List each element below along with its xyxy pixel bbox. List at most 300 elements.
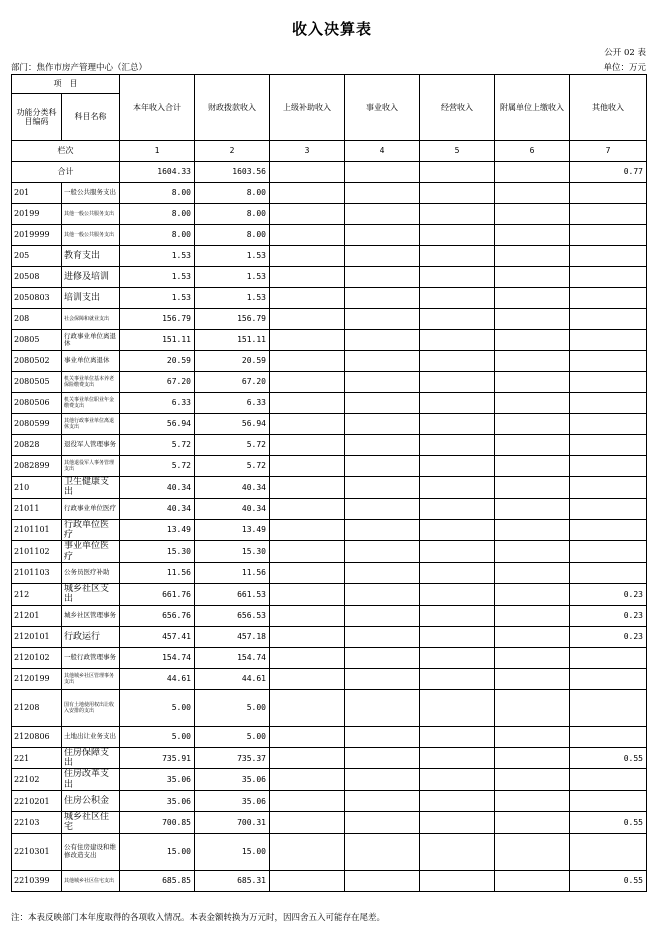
other-cell bbox=[570, 372, 647, 393]
total-cell: 1.53 bbox=[120, 288, 195, 309]
total-cell: 11.56 bbox=[120, 563, 195, 584]
superior-cell bbox=[270, 833, 345, 870]
business-cell bbox=[345, 267, 420, 288]
subject-name-cell: 其他城乡社区住宅支出 bbox=[62, 870, 120, 891]
operating-cell bbox=[420, 225, 495, 246]
other-cell: 0.55 bbox=[570, 747, 647, 769]
other-cell bbox=[570, 435, 647, 456]
other-cell bbox=[570, 498, 647, 519]
subject-name-cell: 机关事业单位职业年金缴费支出 bbox=[62, 393, 120, 414]
table-row bbox=[12, 498, 647, 519]
table-row bbox=[12, 812, 647, 834]
fiscal-cell: 151.11 bbox=[195, 330, 270, 351]
func-code-cell: 2120806 bbox=[12, 726, 62, 747]
footnote: 注：本表反映部门本年度取得的各项收入情况。本表金额转换为万元时，因四舍五入可能存在尾差。 bbox=[11, 913, 386, 923]
fiscal-cell: 685.31 bbox=[195, 870, 270, 891]
superior-cell bbox=[270, 584, 345, 606]
superior-header: 上级补助收入 bbox=[270, 75, 345, 141]
fiscal-cell: 20.59 bbox=[195, 351, 270, 372]
total-cell: 661.76 bbox=[120, 584, 195, 606]
affiliated-cell bbox=[495, 456, 570, 477]
total-cell: 20.59 bbox=[120, 351, 195, 372]
superior-cell bbox=[270, 225, 345, 246]
total-cell: 40.34 bbox=[120, 477, 195, 499]
total-cell: 154.74 bbox=[120, 647, 195, 668]
operating-cell bbox=[420, 414, 495, 435]
col-num: 6 bbox=[495, 141, 570, 162]
business-cell bbox=[345, 668, 420, 689]
func-code-cell: 2120102 bbox=[12, 647, 62, 668]
other-cell bbox=[570, 309, 647, 330]
fiscal-cell: 1.53 bbox=[195, 246, 270, 267]
subject-name-cell: 行政运行 bbox=[62, 626, 120, 647]
fiscal-cell: 6.33 bbox=[195, 393, 270, 414]
total-cell: 1.53 bbox=[120, 246, 195, 267]
total-cell: 1.53 bbox=[120, 267, 195, 288]
operating-cell bbox=[420, 330, 495, 351]
business-cell bbox=[345, 791, 420, 812]
func-code-cell: 20508 bbox=[12, 267, 62, 288]
col-num: 5 bbox=[420, 141, 495, 162]
func-code-cell: 2210201 bbox=[12, 791, 62, 812]
total-cell: 685.85 bbox=[120, 870, 195, 891]
superior-cell bbox=[270, 288, 345, 309]
other-header: 其他收入 bbox=[570, 75, 647, 141]
superior-cell bbox=[270, 747, 345, 769]
func-code-cell: 210 bbox=[12, 477, 62, 499]
fiscal-cell: 5.72 bbox=[195, 456, 270, 477]
table-row bbox=[12, 647, 647, 668]
table-row bbox=[12, 519, 647, 541]
total-cell: 5.72 bbox=[120, 435, 195, 456]
subject-name-cell: 进修及培训 bbox=[62, 267, 120, 288]
affiliated-cell bbox=[495, 605, 570, 626]
col-num: 2 bbox=[195, 141, 270, 162]
other-cell bbox=[570, 393, 647, 414]
fiscal-cell: 1.53 bbox=[195, 288, 270, 309]
col-num: 3 bbox=[270, 141, 345, 162]
superior-cell bbox=[270, 351, 345, 372]
income-table bbox=[11, 74, 647, 892]
affiliated-cell bbox=[495, 541, 570, 563]
affiliated-header: 附属单位上缴收入 bbox=[495, 75, 570, 141]
total-cell: 15.30 bbox=[120, 541, 195, 563]
total-cell: 56.94 bbox=[120, 414, 195, 435]
business-cell bbox=[345, 833, 420, 870]
fiscal-cell: 700.31 bbox=[195, 812, 270, 834]
operating-cell bbox=[420, 541, 495, 563]
fiscal-cell: 1.53 bbox=[195, 267, 270, 288]
row-label-header: 栏次 bbox=[12, 141, 120, 162]
fiscal-cell: 11.56 bbox=[195, 563, 270, 584]
other-cell bbox=[570, 204, 647, 225]
func-code-cell: 2080599 bbox=[12, 414, 62, 435]
operating-cell bbox=[420, 870, 495, 891]
superior-cell bbox=[270, 435, 345, 456]
other-cell bbox=[570, 769, 647, 791]
fiscal-cell: 35.06 bbox=[195, 791, 270, 812]
other-cell: 0.55 bbox=[570, 812, 647, 834]
func-code-cell: 205 bbox=[12, 246, 62, 267]
other-cell bbox=[570, 689, 647, 726]
subject-name-cell: 事业单位医疗 bbox=[62, 541, 120, 563]
affiliated-cell bbox=[495, 498, 570, 519]
operating-cell bbox=[420, 393, 495, 414]
affiliated-cell bbox=[495, 330, 570, 351]
operating-cell bbox=[420, 498, 495, 519]
affiliated-cell bbox=[495, 812, 570, 834]
subject-name-cell: 卫生健康支出 bbox=[62, 477, 120, 499]
business-cell bbox=[345, 414, 420, 435]
affiliated-cell bbox=[495, 689, 570, 726]
other-cell bbox=[570, 541, 647, 563]
subject-name-cell: 其他退役军人事务管理支出 bbox=[62, 456, 120, 477]
business-cell bbox=[345, 225, 420, 246]
subject-name-cell: 其他行政事业单位离退休支出 bbox=[62, 414, 120, 435]
total-row bbox=[12, 162, 647, 183]
other-cell bbox=[570, 351, 647, 372]
func-code-cell: 2101103 bbox=[12, 563, 62, 584]
superior-cell bbox=[270, 689, 345, 726]
business-cell bbox=[345, 246, 420, 267]
subject-name-cell: 一般公共服务支出 bbox=[62, 183, 120, 204]
fiscal-cell: 13.49 bbox=[195, 519, 270, 541]
total-cell: 151.11 bbox=[120, 330, 195, 351]
business-cell bbox=[345, 626, 420, 647]
table-row bbox=[12, 225, 647, 246]
business-cell bbox=[345, 519, 420, 541]
func-code-cell: 20199 bbox=[12, 204, 62, 225]
business-cell bbox=[345, 372, 420, 393]
superior-cell bbox=[270, 626, 345, 647]
other-cell bbox=[570, 477, 647, 499]
fiscal-cell: 5.00 bbox=[195, 726, 270, 747]
affiliated-cell bbox=[495, 769, 570, 791]
operating-cell bbox=[420, 833, 495, 870]
operating-cell bbox=[420, 769, 495, 791]
table-row bbox=[12, 183, 647, 204]
subject-name-cell: 住房改革支出 bbox=[62, 769, 120, 791]
operating-cell bbox=[420, 689, 495, 726]
other-cell bbox=[570, 414, 647, 435]
affiliated-cell bbox=[495, 519, 570, 541]
table-row bbox=[12, 330, 647, 351]
col-num: 1 bbox=[120, 141, 195, 162]
operating-header: 经营收入 bbox=[420, 75, 495, 141]
affiliated-cell bbox=[495, 477, 570, 499]
subject-name-cell: 行政单位医疗 bbox=[62, 519, 120, 541]
affiliated-cell bbox=[495, 584, 570, 606]
total-cell: 5.00 bbox=[120, 689, 195, 726]
superior-cell bbox=[270, 498, 345, 519]
subject-name-cell: 一般行政管理事务 bbox=[62, 647, 120, 668]
fiscal-cell: 656.53 bbox=[195, 605, 270, 626]
subject-name-cell: 住房公积金 bbox=[62, 791, 120, 812]
superior-cell bbox=[270, 183, 345, 204]
subject-name-cell: 国有土地使用权出让收入安排的支出 bbox=[62, 689, 120, 726]
func-code-cell: 2210399 bbox=[12, 870, 62, 891]
operating-cell bbox=[420, 747, 495, 769]
table-row bbox=[12, 477, 647, 499]
operating-cell bbox=[420, 812, 495, 834]
total-cell: 44.61 bbox=[120, 668, 195, 689]
operating-cell bbox=[420, 435, 495, 456]
department-label: 部门：焦作市房产管理中心（汇总） bbox=[11, 63, 148, 73]
affiliated-cell bbox=[495, 393, 570, 414]
fiscal-cell: 15.00 bbox=[195, 833, 270, 870]
total-cell: 35.06 bbox=[120, 769, 195, 791]
table-row bbox=[12, 870, 647, 891]
affiliated-cell bbox=[495, 183, 570, 204]
subject-name-cell: 教育支出 bbox=[62, 246, 120, 267]
affiliated-cell bbox=[495, 246, 570, 267]
table-row bbox=[12, 414, 647, 435]
affiliated-cell bbox=[495, 414, 570, 435]
business-cell bbox=[345, 204, 420, 225]
operating-cell bbox=[420, 162, 495, 183]
other-cell bbox=[570, 563, 647, 584]
subject-name-cell: 城乡社区支出 bbox=[62, 584, 120, 606]
superior-cell bbox=[270, 541, 345, 563]
table-row bbox=[12, 726, 647, 747]
superior-cell bbox=[270, 204, 345, 225]
table-row bbox=[12, 246, 647, 267]
other-cell: 0.77 bbox=[570, 162, 647, 183]
func-code-cell: 22103 bbox=[12, 812, 62, 834]
table-row bbox=[12, 668, 647, 689]
superior-cell bbox=[270, 647, 345, 668]
affiliated-cell bbox=[495, 833, 570, 870]
other-cell: 0.23 bbox=[570, 605, 647, 626]
subject-name-cell: 住房保障支出 bbox=[62, 747, 120, 769]
subject-name-cell: 其他城乡社区管理事务支出 bbox=[62, 668, 120, 689]
fiscal-cell: 40.34 bbox=[195, 498, 270, 519]
superior-cell bbox=[270, 668, 345, 689]
fiscal-cell: 5.72 bbox=[195, 435, 270, 456]
table-row bbox=[12, 626, 647, 647]
func-code-cell: 2019999 bbox=[12, 225, 62, 246]
total-cell: 8.00 bbox=[120, 204, 195, 225]
operating-cell bbox=[420, 477, 495, 499]
subject-name-cell: 退役军人管理事务 bbox=[62, 435, 120, 456]
func-code-cell: 2080506 bbox=[12, 393, 62, 414]
fiscal-cell: 15.30 bbox=[195, 541, 270, 563]
col-num: 4 bbox=[345, 141, 420, 162]
total-cell: 700.85 bbox=[120, 812, 195, 834]
table-row bbox=[12, 204, 647, 225]
total-cell: 156.79 bbox=[120, 309, 195, 330]
total-cell: 5.72 bbox=[120, 456, 195, 477]
func-code-cell: 21201 bbox=[12, 605, 62, 626]
business-cell bbox=[345, 769, 420, 791]
business-cell bbox=[345, 747, 420, 769]
subject-name-cell: 城乡社区管理事务 bbox=[62, 605, 120, 626]
func-code-cell: 2120199 bbox=[12, 668, 62, 689]
business-cell bbox=[345, 563, 420, 584]
func-code-cell: 21208 bbox=[12, 689, 62, 726]
business-cell bbox=[345, 812, 420, 834]
superior-cell bbox=[270, 414, 345, 435]
func-code-cell: 22102 bbox=[12, 769, 62, 791]
superior-cell bbox=[270, 456, 345, 477]
fiscal-header: 财政拨款收入 bbox=[195, 75, 270, 141]
func-code-cell: 2080502 bbox=[12, 351, 62, 372]
func-code-cell: 201 bbox=[12, 183, 62, 204]
func-code-cell: 2210301 bbox=[12, 833, 62, 870]
superior-cell bbox=[270, 519, 345, 541]
business-cell bbox=[345, 689, 420, 726]
subject-name-cell: 社会保障和就业支出 bbox=[62, 309, 120, 330]
business-cell bbox=[345, 477, 420, 499]
business-header: 事业收入 bbox=[345, 75, 420, 141]
operating-cell bbox=[420, 246, 495, 267]
business-cell bbox=[345, 584, 420, 606]
table-row bbox=[12, 372, 647, 393]
fiscal-cell: 44.61 bbox=[195, 668, 270, 689]
superior-cell bbox=[270, 726, 345, 747]
fiscal-cell: 67.20 bbox=[195, 372, 270, 393]
affiliated-cell bbox=[495, 225, 570, 246]
total-cell: 13.49 bbox=[120, 519, 195, 541]
func-code-cell: 2101102 bbox=[12, 541, 62, 563]
business-cell bbox=[345, 162, 420, 183]
superior-cell bbox=[270, 162, 345, 183]
other-cell bbox=[570, 267, 647, 288]
func-code-cell: 2082899 bbox=[12, 456, 62, 477]
subject-name-cell: 事业单位离退休 bbox=[62, 351, 120, 372]
operating-cell bbox=[420, 204, 495, 225]
form-code: 公开 02 表 bbox=[604, 48, 646, 58]
superior-cell bbox=[270, 309, 345, 330]
operating-cell bbox=[420, 647, 495, 668]
fiscal-cell: 5.00 bbox=[195, 689, 270, 726]
superior-cell bbox=[270, 330, 345, 351]
table-row bbox=[12, 605, 647, 626]
subject-name-cell: 行政事业单位离退休 bbox=[62, 330, 120, 351]
func-code-cell: 2050803 bbox=[12, 288, 62, 309]
table-row bbox=[12, 833, 647, 870]
other-cell bbox=[570, 519, 647, 541]
business-cell bbox=[345, 435, 420, 456]
table-row bbox=[12, 309, 647, 330]
affiliated-cell bbox=[495, 435, 570, 456]
affiliated-cell bbox=[495, 563, 570, 584]
business-cell bbox=[345, 183, 420, 204]
other-cell bbox=[570, 726, 647, 747]
business-cell bbox=[345, 870, 420, 891]
superior-cell bbox=[270, 812, 345, 834]
subject-name-cell: 机关事业单位基本养老保险缴费支出 bbox=[62, 372, 120, 393]
affiliated-cell bbox=[495, 791, 570, 812]
operating-cell bbox=[420, 584, 495, 606]
total-cell: 656.76 bbox=[120, 605, 195, 626]
table-row bbox=[12, 791, 647, 812]
fiscal-cell: 156.79 bbox=[195, 309, 270, 330]
subject-name-cell: 公务员医疗补助 bbox=[62, 563, 120, 584]
total-cell: 735.91 bbox=[120, 747, 195, 769]
unit-label: 单位：万元 bbox=[603, 63, 646, 73]
operating-cell bbox=[420, 267, 495, 288]
business-cell bbox=[345, 541, 420, 563]
fiscal-cell: 35.06 bbox=[195, 769, 270, 791]
fiscal-cell: 735.37 bbox=[195, 747, 270, 769]
operating-cell bbox=[420, 563, 495, 584]
superior-cell bbox=[270, 769, 345, 791]
business-cell bbox=[345, 647, 420, 668]
fiscal-cell: 8.00 bbox=[195, 225, 270, 246]
fiscal-cell: 457.18 bbox=[195, 626, 270, 647]
total-cell: 457.41 bbox=[120, 626, 195, 647]
total-cell: 6.33 bbox=[120, 393, 195, 414]
table-row bbox=[12, 456, 647, 477]
table-row bbox=[12, 267, 647, 288]
total-cell: 8.00 bbox=[120, 183, 195, 204]
affiliated-cell bbox=[495, 747, 570, 769]
operating-cell bbox=[420, 791, 495, 812]
operating-cell bbox=[420, 626, 495, 647]
operating-cell bbox=[420, 372, 495, 393]
other-cell bbox=[570, 246, 647, 267]
affiliated-cell bbox=[495, 626, 570, 647]
other-cell bbox=[570, 647, 647, 668]
total-cell: 5.00 bbox=[120, 726, 195, 747]
fiscal-cell: 154.74 bbox=[195, 647, 270, 668]
fiscal-cell: 661.53 bbox=[195, 584, 270, 606]
table-row bbox=[12, 584, 647, 606]
affiliated-cell bbox=[495, 372, 570, 393]
table-row bbox=[12, 393, 647, 414]
superior-cell bbox=[270, 372, 345, 393]
func-code-cell: 2080505 bbox=[12, 372, 62, 393]
business-cell bbox=[345, 288, 420, 309]
superior-cell bbox=[270, 246, 345, 267]
subject-name-cell: 公有住房建设和维修改造支出 bbox=[62, 833, 120, 870]
business-cell bbox=[345, 726, 420, 747]
affiliated-cell bbox=[495, 288, 570, 309]
operating-cell bbox=[420, 183, 495, 204]
business-cell bbox=[345, 351, 420, 372]
other-cell bbox=[570, 668, 647, 689]
subject-name-header: 科目名称 bbox=[62, 94, 120, 141]
affiliated-cell bbox=[495, 162, 570, 183]
affiliated-cell bbox=[495, 647, 570, 668]
superior-cell bbox=[270, 267, 345, 288]
func-code-cell: 208 bbox=[12, 309, 62, 330]
fiscal-cell: 8.00 bbox=[195, 183, 270, 204]
superior-cell bbox=[270, 563, 345, 584]
subject-name-cell: 行政事业单位医疗 bbox=[62, 498, 120, 519]
func-code-cell: 2120101 bbox=[12, 626, 62, 647]
superior-cell bbox=[270, 791, 345, 812]
func-code-header: 功能分类科目编码 bbox=[12, 94, 62, 141]
fiscal-cell: 1603.56 bbox=[195, 162, 270, 183]
total-cell: 40.34 bbox=[120, 498, 195, 519]
func-code-cell: 2101101 bbox=[12, 519, 62, 541]
other-cell bbox=[570, 456, 647, 477]
other-cell: 0.23 bbox=[570, 626, 647, 647]
business-cell bbox=[345, 330, 420, 351]
business-cell bbox=[345, 605, 420, 626]
operating-cell bbox=[420, 668, 495, 689]
operating-cell bbox=[420, 309, 495, 330]
col-num: 7 bbox=[570, 141, 647, 162]
business-cell bbox=[345, 456, 420, 477]
other-cell: 0.23 bbox=[570, 584, 647, 606]
business-cell bbox=[345, 309, 420, 330]
subject-name-cell: 城乡社区住宅 bbox=[62, 812, 120, 834]
fiscal-cell: 56.94 bbox=[195, 414, 270, 435]
operating-cell bbox=[420, 605, 495, 626]
